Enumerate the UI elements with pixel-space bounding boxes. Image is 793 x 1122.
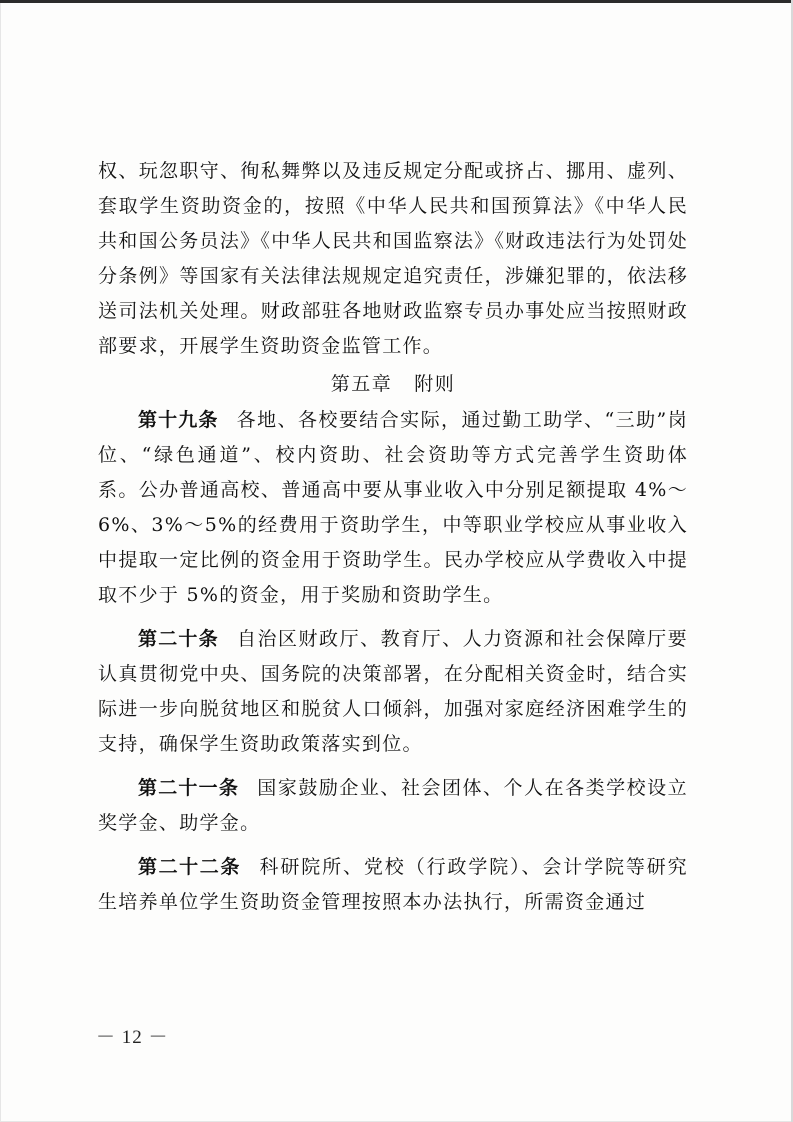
article-20 (98, 622, 688, 762)
article-19 (98, 403, 688, 613)
paragraph-continuation: 权、玩忽职守、徇私舞弊以及违反规定分配或挤占、挪用、虚列、套取学生资助资金的，按照《中华人民共和国预算法》《中华人民共和国公务员法》《中华人民共和国监察法》《财政违法行为处罚处分条例》等国家有关法律法规规定追究责任，涉嫌犯罪的，依法移送司法机关处理。财政部驻各地财政监察专员办事处应当按照财政部要求，开展学生资助资金监管工作。 (98, 160, 689, 357)
page-number: － 12 － (96, 1027, 169, 1048)
article-19-text: 各地、各校要结合实际，通过勤工助学、“三助”岗位、“绿色通道”、校内资助、社会资助等方式完善学生资助体系。公办普通高校、普通高中要从事业收入中分别足额提取 4%～6%、3%～5%的经费用于资助学生，中等职业学校应从事业收入中提取一定比例的资金用于资助学生。民办学校应从学费收入中提取不少于 5%的资金，用于奖励和资助学生。 (98, 409, 688, 606)
article-22 (98, 850, 688, 920)
article-19-label: 第十九条 (138, 409, 219, 431)
chapter-number: 第五章 (330, 373, 393, 395)
article-20-text: 自治区财政厅、教育厅、人力资源和社会保障厅要认真贯彻党中央、国务院的决策部署，在分配相关资金时，结合实际进一步向脱贫地区和脱贫人口倾斜，加强对家庭经济困难学生的支持，确保学生资助政策落实到位。 (98, 628, 688, 755)
scan-top-edge (0, 0, 793, 3)
document-body (98, 154, 688, 920)
article-21-label: 第二十一条 (138, 777, 240, 799)
article-21-text: 国家鼓励企业、社会团体、个人在各类学校设立奖学金、助学金。 (98, 777, 688, 834)
chapter-name: 附则 (414, 373, 456, 395)
article-20-label: 第二十条 (138, 628, 219, 650)
article-22-label: 第二十二条 (138, 856, 241, 878)
article-22-text: 科研院所、党校（行政学院）、会计学院等研究生培养单位学生资助资金管理按照本办法执行，所需资金通过 (98, 856, 688, 913)
chapter-heading (98, 366, 688, 402)
article-21 (98, 771, 688, 841)
